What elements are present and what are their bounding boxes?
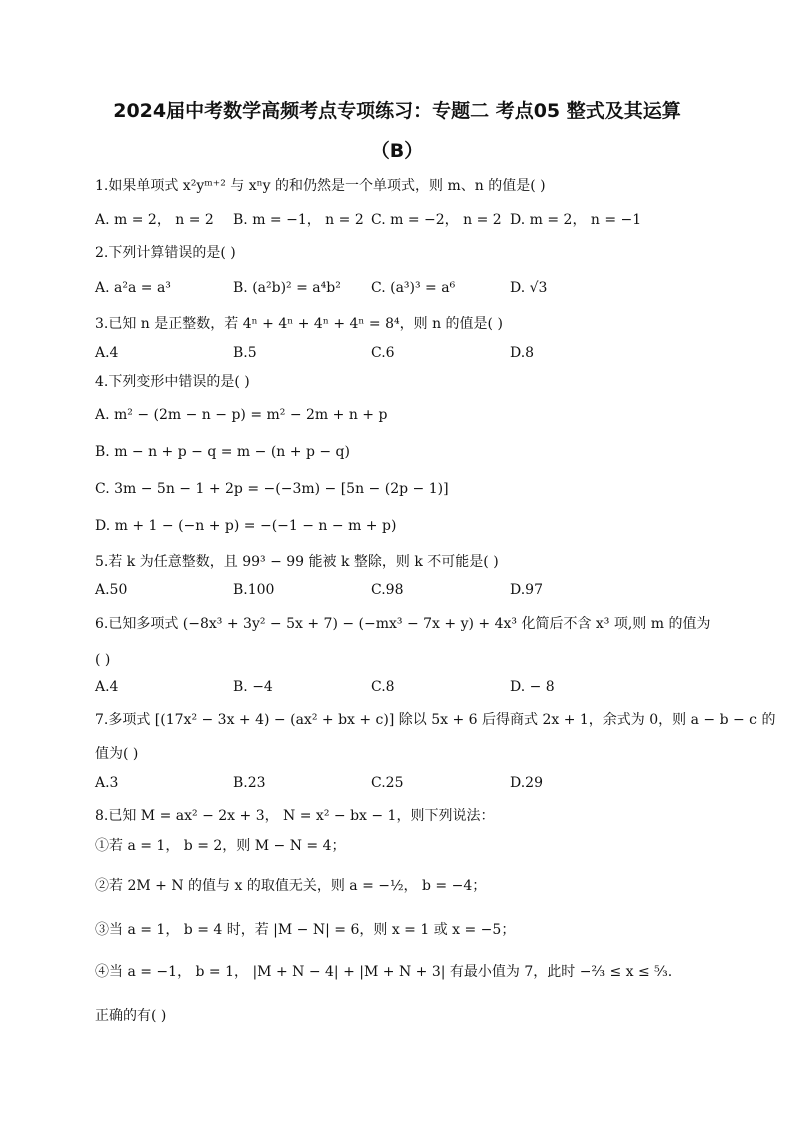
q3-option-c: C.6 (371, 345, 395, 361)
q8-statement-4: ④当 a = −1， b = 1， |M + N − 4| + |M + N + 3| 有最小值为 7，此时 −⅔ ≤ x ≤ ⁵⁄₃. (95, 964, 673, 980)
q1-option-a: A. m = 2， n = 2 (95, 212, 214, 228)
question-4-stem: 4.下列变形中错误的是( ) (95, 374, 250, 390)
q3-option-a: A.4 (95, 345, 119, 361)
q7-option-d: D.29 (510, 775, 543, 791)
q4-option-d: D. m + 1 − (−n + p) = −(−1 − n − m + p) (95, 518, 397, 534)
q6-option-a: A.4 (95, 679, 119, 695)
question-3-stem: 3.已知 n 是正整数，若 4ⁿ + 4ⁿ + 4ⁿ + 4ⁿ = 8⁴，则 n 的值是( ) (95, 316, 503, 332)
q5-option-c: C.98 (371, 582, 404, 598)
q4-option-b: B. m − n + p − q = m − (n + p − q) (95, 444, 350, 460)
q7-option-b: B.23 (233, 775, 266, 791)
page-title: 2024届中考数学高频考点专项练习：专题二 考点05 整式及其运算 (113, 100, 681, 122)
q2-option-d: D. √3 (510, 280, 548, 296)
question-6-stem-cont: ( ) (95, 652, 111, 668)
question-8-stem: 8.已知 M = ax² − 2x + 3， N = x² − bx − 1，则下列说法： (95, 808, 495, 824)
q1-option-d: D. m = 2， n = −1 (510, 212, 642, 228)
question-5-stem: 5.若 k 为任意整数，且 99³ − 99 能被 k 整除，则 k 不可能是( ) (95, 554, 499, 570)
q4-option-c: C. 3m − 5n − 1 + 2p = −(−3m) − [5n − (2p − 1)] (95, 481, 449, 497)
q8-prompt: 正确的有( ) (95, 1008, 167, 1024)
question-2-stem: 2.下列计算错误的是( ) (95, 245, 236, 261)
q6-option-b: B. −4 (233, 679, 273, 695)
question-6-stem: 6.已知多项式 (−8x³ + 3y² − 5x + 7) − (−mx³ − 7x + y) + 4x³ 化简后不含 x³ 项,则 m 的值为 (95, 616, 711, 632)
q1-option-b: B. m = −1， n = 2 (233, 212, 364, 228)
q5-option-b: B.100 (233, 582, 275, 598)
q2-option-a: A. a²a = a³ (95, 280, 171, 296)
q2-option-c: C. (a³)³ = a⁶ (371, 280, 456, 296)
q6-option-c: C.8 (371, 679, 395, 695)
question-1-stem: 1.如果单项式 x²yᵐ⁺² 与 xⁿy 的和仍然是一个单项式，则 m、n 的值是( ) (95, 178, 546, 194)
q3-option-d: D.8 (510, 345, 535, 361)
q5-option-d: D.97 (510, 582, 543, 598)
question-7-stem-cont: 值为( ) (95, 746, 139, 762)
page-subtitle: （B） (370, 140, 424, 162)
q7-option-a: A.3 (95, 775, 119, 791)
q4-option-a: A. m² − (2m − n − p) = m² − 2m + n + p (95, 407, 388, 423)
q1-option-c: C. m = −2， n = 2 (371, 212, 502, 228)
q8-statement-2: ②若 2M + N 的值与 x 的取值无关，则 a = −½， b = −4； (95, 878, 487, 894)
question-7-stem: 7.多项式 [(17x² − 3x + 4) − (ax² + bx + c)] 除以 5x + 6 后得商式 2x + 1，余式为 0，则 a − b − c 的 (95, 712, 776, 728)
q8-statement-1: ①若 a = 1， b = 2，则 M − N = 4； (95, 838, 346, 854)
q2-option-b: B. (a²b)² = a⁴b² (233, 280, 341, 296)
q6-option-d: D. − 8 (510, 679, 555, 695)
q7-option-c: C.25 (371, 775, 404, 791)
q5-option-a: A.50 (95, 582, 128, 598)
q8-statement-3: ③当 a = 1， b = 4 时，若 |M − N| = 6，则 x = 1 或 x = −5； (95, 922, 516, 938)
q3-option-b: B.5 (233, 345, 257, 361)
